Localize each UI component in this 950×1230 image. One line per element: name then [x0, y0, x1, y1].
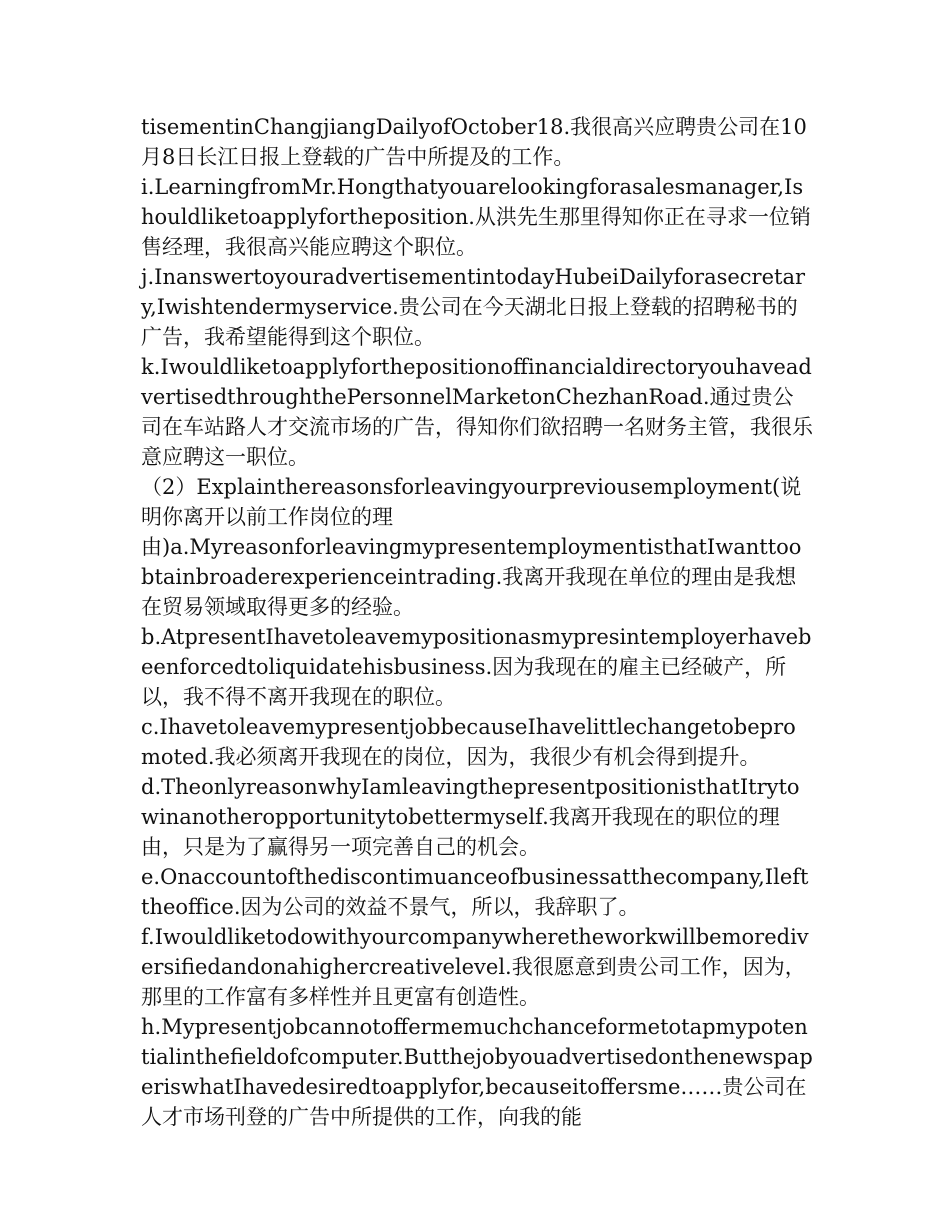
paragraph-item-h: h.Mypresentjobcannotoffermemuchchanceformetotapmypotentialinthefieldofcomputer.ButthejobyouadvertisedonthenewspaperiswhatIhavedesiredtoapplyfor,becauseitoffersme……贵公司在人才市场刊登的广告中所提供的工作，向我的能: [141, 1015, 813, 1129]
section-heading-2: （2）Explainthereasonsforleavingyourpreviousemployment(说明你离开以前工作岗位的理: [141, 475, 802, 529]
paragraph-item-k: k.IwouldliketoapplyforthepositionoffinancialdirectoryouhaveadvertisedthroughthePersonnelMarketonChezhanRoad.通过贵公司在车站路人才交流市场的广告，得知你们欲招聘一名财务主管，我很乐意应聘这一职位。: [141, 355, 813, 469]
paragraph-item-d: d.TheonlyreasonwhyIamleavingthepresentpositionisthatItrytowinanotheropportunitytobettermyself.我离开我现在的职位的理由，只是为了赢得另一项完善自己的机会。: [141, 775, 800, 859]
document-body: [141, 112, 813, 1132]
paragraph-item-b: b.AtpresentIhavetoleavemypositionasmypresintemployerhavebeenforcedtoliquidatehisbusiness.因为我现在的雇主已经破产，所以，我不得不离开我现在的职位。: [141, 625, 812, 709]
paragraph-item-c: c.IhavetoleavemypresentjobbecauseIhavelittlechangetobepromoted.我必须离开我现在的岗位，因为，我很少有机会得到提升。: [141, 715, 796, 769]
paragraph-item-i: i.LearningfromMr.Hongthatyouarelookingforasalesmanager,Ishouldliketoapplyfortheposition.从洪先生那里得知你正在寻求一位销售经理，我很高兴能应聘这个职位。: [141, 175, 811, 259]
paragraph-item-e: e.Onaccountofthediscontimuanceofbusinessatthecompany,Ilefttheoffice.因为公司的效益不景气，所以，我辞职了。: [141, 865, 809, 919]
paragraph-item-f: f.Iwouldliketodowithyourcompanywheretheworkwillbemorediversifiedandonahighercreativelevel.我很愿意到贵公司工作，因为，那里的工作富有多样性并且更富有创造性。: [141, 925, 809, 1009]
paragraph-item-a: 由)a.MyreasonforleavingmypresentemploymentisthatIwanttoobtainbroaderexperienceintrading.我离开我现在单位的理由是我想在贸易领域取得更多的经验。: [141, 535, 802, 619]
paragraph-item-j: j.InanswertoyouradvertisementintodayHubeiDailyforasecretary,Iwishtendermyservice.贵公司在今天湖北日报上登载的招聘秘书的广告，我希望能得到这个职位。: [141, 265, 806, 349]
paragraph-advertisement-changjiang: tisementinChangjiangDailyofOctober18.我很高兴应聘贵公司在10月8日长江日报上登载的广告中所提及的工作。: [141, 115, 807, 169]
